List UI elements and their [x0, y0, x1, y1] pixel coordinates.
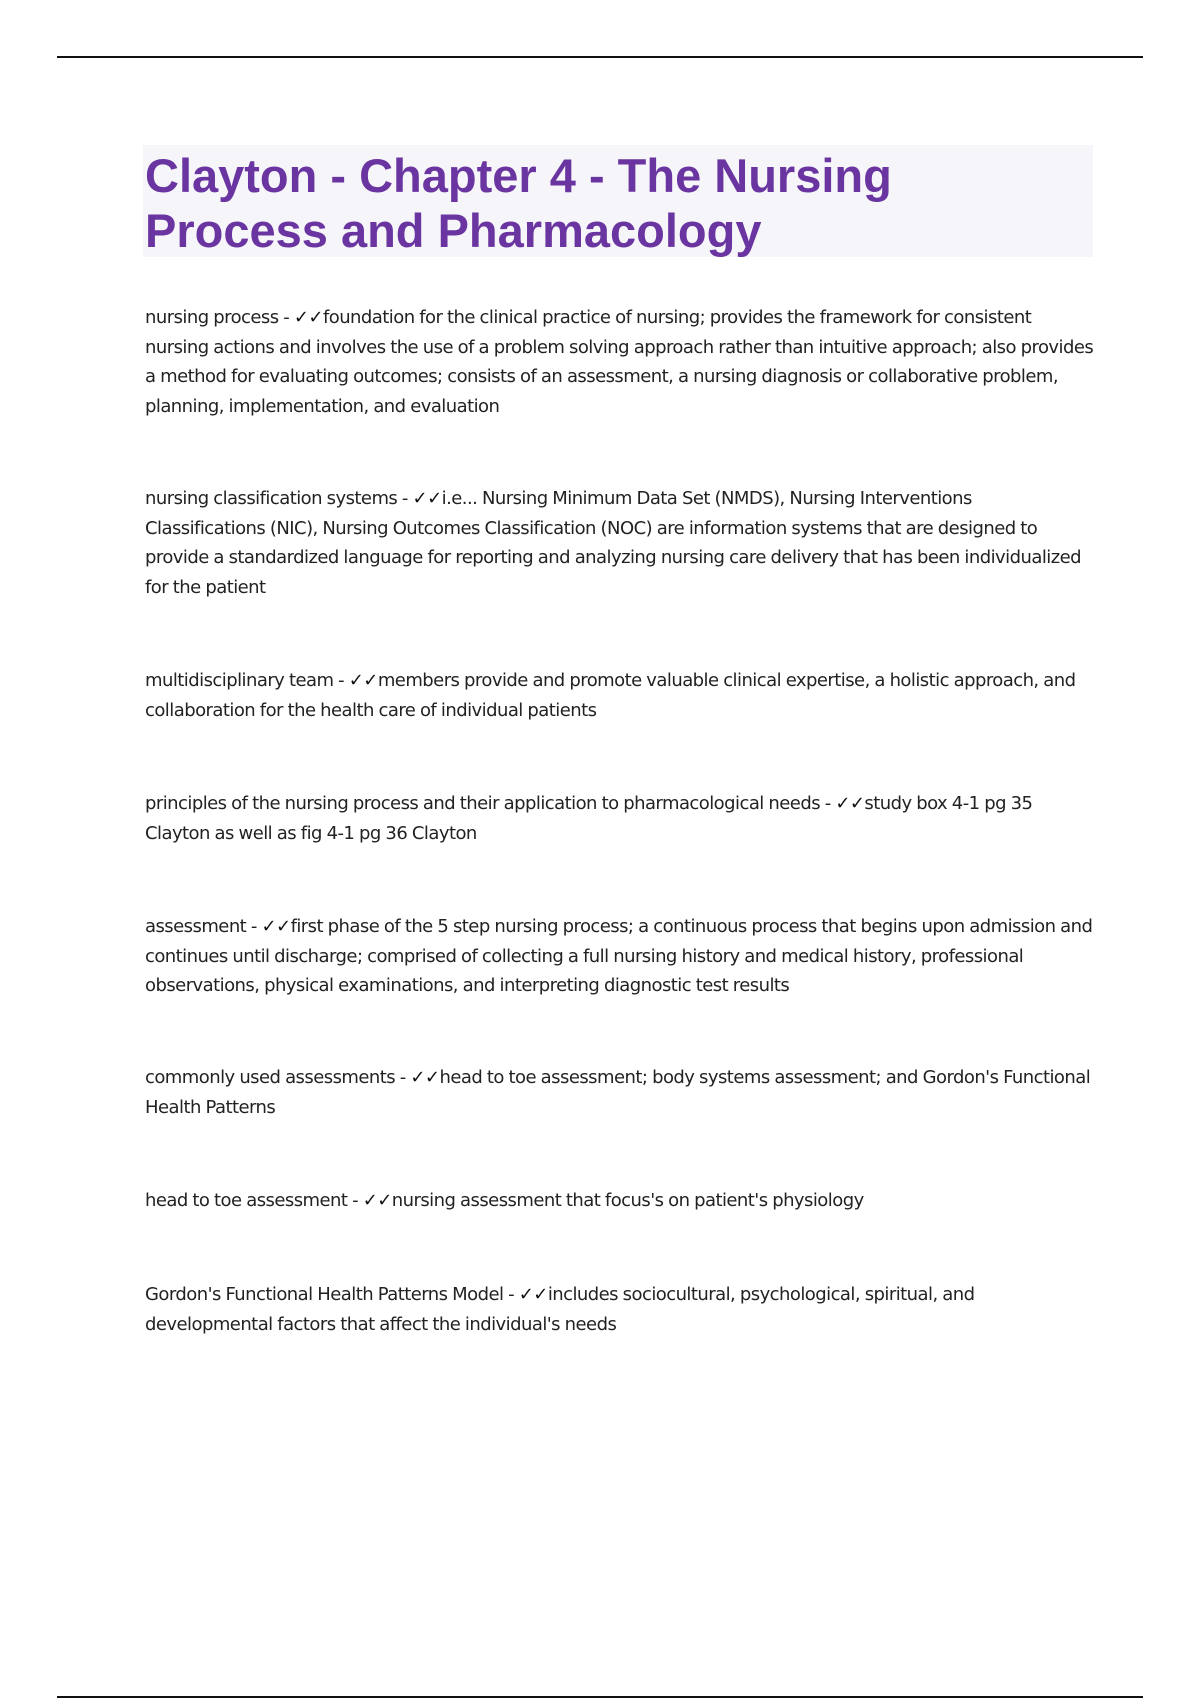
check-icon: ✓✓: [362, 1190, 392, 1211]
flashcard-entry: [145, 1063, 1095, 1122]
entry-term: Gordon's Functional Health Patterns Model -: [145, 1284, 519, 1305]
entry-definition: head to toe assessment; body systems assessment; and Gordon's Functional Health Patterns: [145, 1067, 1091, 1118]
entry-definition: first phase of the 5 step nursing process; a continuous process that begins upon admission and continues until discharge; comprised of collecting a full nursing history and medical history, professional observations, physical examinations, and interpreting diagnostic test results: [145, 916, 1093, 996]
entry-term: assessment -: [145, 916, 262, 937]
entry-term: head to toe assessment -: [145, 1190, 363, 1211]
flashcard-entry: [145, 666, 1095, 725]
entry-definition: study box 4-1 pg 35 Clayton as well as fig 4-1 pg 36 Clayton: [145, 793, 1033, 844]
check-icon: ✓✓: [293, 307, 323, 328]
entry-definition: members provide and promote valuable clinical expertise, a holistic approach, and collaboration for the health care of individual patients: [145, 670, 1076, 721]
entry-term: multidisciplinary team -: [145, 670, 349, 691]
entry-definition: foundation for the clinical practice of nursing; provides the framework for consistent nursing actions and involves the use of a problem solving approach rather than intuitive approach; also provides a method for evaluating outcomes; consists of an assessment, a nursing diagnosis or collaborative problem, planning, implementation, and evaluation: [145, 307, 1094, 417]
flashcard-entry: [145, 789, 1095, 848]
check-icon: ✓✓: [410, 1067, 440, 1088]
entry-term: principles of the nursing process and their application to pharmacological needs -: [145, 793, 836, 814]
check-icon: ✓✓: [261, 916, 291, 937]
check-icon: ✓✓: [348, 670, 378, 691]
bottom-rule: [57, 1696, 1143, 1698]
entry-term: nursing classification systems -: [145, 488, 413, 509]
check-icon: ✓✓: [835, 793, 865, 814]
entry-definition: includes sociocultural, psychological, spiritual, and developmental factors that affect the individual's needs: [145, 1284, 975, 1335]
flashcard-entry: [145, 1280, 1095, 1339]
flashcard-entry: [145, 1186, 864, 1216]
flashcard-entry: [145, 484, 1095, 602]
check-icon: ✓✓: [412, 488, 442, 509]
entry-definition: i.e... Nursing Minimum Data Set (NMDS), Nursing Interventions Classifications (NIC), Nursing Outcomes Classification (NOC) are information systems that are designed to provide a standardized language for reporting and analyzing nursing care delivery that has been individualized for the patient: [145, 488, 1082, 598]
check-icon: ✓✓: [518, 1284, 548, 1305]
entry-term: commonly used assessments -: [145, 1067, 411, 1088]
entry-definition: nursing assessment that focus's on patient's physiology: [391, 1190, 864, 1211]
entry-term: nursing process -: [145, 307, 294, 328]
top-rule: [57, 56, 1143, 58]
flashcard-entry: [145, 303, 1095, 421]
title-banner: [143, 145, 1093, 257]
flashcard-entry: [145, 912, 1095, 1001]
page-title: Clayton - Chapter 4 - The Nursing Process and Pharmacology: [145, 149, 892, 257]
